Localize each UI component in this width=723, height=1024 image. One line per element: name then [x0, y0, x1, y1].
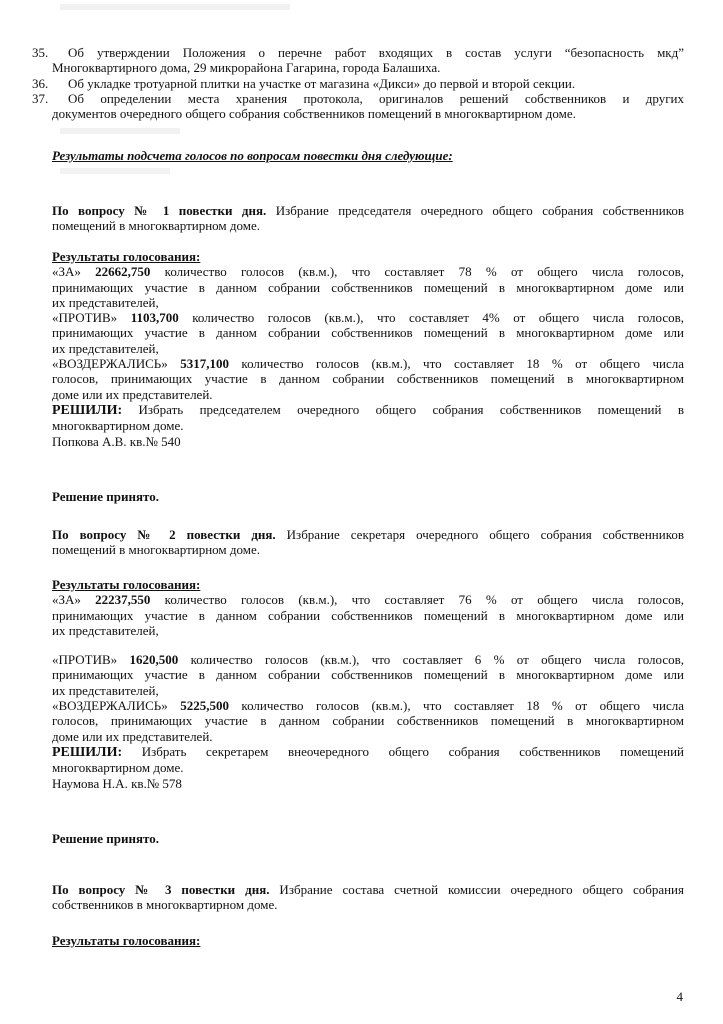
agenda-item-36: [32, 75, 684, 91]
agenda-item-number: 35.: [32, 45, 49, 60]
vote-for-text: количество голосов (кв.м.), что составляет 76 % от общего числа голосов,: [150, 592, 684, 608]
question-1-text: Избрание председателя очередного общего собрания собственников: [266, 203, 684, 218]
decision-line: [52, 744, 684, 760]
vote-against-line-3: их представителей,: [52, 340, 159, 356]
vote-against-line: [52, 310, 684, 325]
vote-abstain-line-2: голосов, принимающих участие в данном собрании собственников помещений в многоквартирном: [52, 713, 684, 729]
vote-against-text: количество голосов (кв.м.), что составляет 6 % от общего числа голосов,: [178, 652, 684, 668]
question-1-text-cont: помещений в многоквартирном доме.: [52, 218, 261, 234]
agenda-item-line: Многоквартирного дома, 29 микрорайона Гагарина, города Балашиха.: [52, 60, 441, 76]
results-heading-block: [52, 148, 684, 163]
vote-abstain-label: «ВОЗДЕРЖАЛИСЬ»: [52, 356, 168, 372]
agenda-item-number: 36.: [32, 75, 49, 91]
question-3-text-cont: собственников в многоквартирном доме.: [52, 897, 278, 913]
vote-against-line-3: их представителей,: [52, 682, 159, 698]
vote-against-label: «ПРОТИВ»: [52, 652, 118, 668]
vote-abstain-value: 5225,500: [180, 698, 229, 714]
question-2-title: [52, 527, 684, 542]
decision-line: [52, 402, 684, 418]
vote-for-label: «ЗА»: [52, 264, 81, 280]
vote-against-value: 1620,500: [129, 652, 179, 668]
question-3-title: [52, 882, 684, 897]
decision-line-2: многоквартирном доме.: [52, 760, 184, 776]
elected-person: Попкова А.В. кв.№ 540: [52, 433, 181, 449]
results-label: Результаты голосования:: [52, 577, 201, 592]
vote-abstain-line-2: голосов, принимающих участие в данном собрании собственников помещений в многоквартирном: [52, 371, 684, 387]
decision-text: Избрать секретарем внеочередного общего собрания собственников помещений: [122, 743, 684, 759]
vote-for-value: 22237,550: [95, 592, 151, 608]
vote-for-text: количество голосов (кв.м.), что составляет 78 % от общего числа голосов,: [150, 264, 684, 280]
question-2-text-cont: помещений в многоквартирном доме.: [52, 542, 261, 558]
vote-against-value: 1103,700: [130, 310, 179, 326]
vote-abstain-label: «ВОЗДЕРЖАЛИСЬ»: [52, 698, 168, 714]
vote-for-line-2: принимающих участие в данном собрании собственников помещений в многоквартирном доме или: [52, 607, 684, 623]
agenda-item-line: Об определении места хранения протокола, оригиналов решений собственников и других: [68, 90, 684, 106]
question-1-accepted: [52, 489, 684, 504]
vote-abstain-line-3: доме или их представителей.: [52, 728, 213, 744]
question-2-results: [52, 577, 684, 791]
question-3-block: [52, 882, 684, 913]
vote-abstain-line: [52, 698, 684, 713]
question-1-results: [52, 249, 684, 449]
question-2-block: [52, 527, 684, 558]
agenda-item-line: Об утверждении Положения о перечне работ входящих в состав услуги “безопасность мкд”: [68, 45, 684, 60]
agenda-item-number: 37.: [32, 90, 49, 106]
decision-accepted: Решение принято.: [52, 831, 159, 846]
results-label: Результаты голосования:: [52, 933, 201, 948]
agenda-item-35: [32, 45, 684, 76]
agenda-item-line: Об укладке тротуарной плитки на участке от магазина «Дикси» до первой и второй секции.: [68, 75, 576, 91]
vote-abstain-value: 5317,100: [180, 356, 229, 372]
vote-abstain-text: количество голосов (кв.м.), что составляет 18 % от общего числа: [228, 356, 684, 372]
decision-line-2: многоквартирном доме.: [52, 418, 184, 434]
vote-abstain-line: [52, 356, 684, 371]
vote-for-value: 22662,750: [95, 264, 151, 280]
vote-for-line: [52, 592, 684, 607]
vote-for-line-2: принимающих участие в данном собрании собственников помещений в многоквартирном доме или: [52, 279, 684, 295]
vote-against-line: [52, 652, 684, 667]
agenda-item-line: документов очередного общего собрания собственников помещений в многоквартирном доме.: [52, 106, 576, 122]
vote-against-line-2: принимающих участие в данном собрании собственников помещений в многоквартирном доме или: [52, 667, 684, 683]
vote-against-line-2: принимающих участие в данном собрании собственников помещений в многоквартирном доме или: [52, 325, 684, 341]
question-3-results: [52, 933, 684, 948]
vote-for-line: [52, 264, 684, 279]
question-1-title: [52, 203, 684, 218]
question-3-text: Избрание состава счетной комиссии очередного общего собрания: [269, 882, 684, 897]
decision-text: Избрать председателем очередного общего собрания собственников помещений в: [122, 401, 684, 417]
vote-for-line-3: их представителей,: [52, 294, 159, 310]
vote-for-line-3: их представителей,: [52, 622, 159, 638]
page-number: 4: [676, 989, 683, 1004]
decision-label: РЕШИЛИ:: [52, 744, 123, 760]
agenda-list: [32, 45, 684, 122]
results-label: Результаты голосования:: [52, 249, 201, 264]
vote-abstain-line-3: доме или их представителей.: [52, 386, 213, 402]
decision-label: РЕШИЛИ:: [52, 402, 123, 418]
question-2-text: Избрание секретаря очередного общего собрания собственников: [275, 527, 684, 542]
bleed-through-mark: [60, 4, 290, 10]
elected-person: Наумова Н.А. кв.№ 578: [52, 775, 182, 791]
bleed-through-mark: [60, 168, 170, 174]
question-1-lead: По вопросу № 1 повестки дня.: [52, 203, 267, 218]
question-1-block: [52, 203, 684, 234]
question-2-lead: По вопросу № 2 повестки дня.: [52, 527, 276, 542]
decision-accepted: Решение принято.: [52, 489, 159, 504]
results-heading: Результаты подсчета голосов по вопросам повестки дня следующие:: [52, 148, 453, 163]
vote-against-label: «ПРОТИВ»: [52, 310, 118, 326]
vote-against-text: количество голосов (кв.м.), что составляет 4% от общего числа голосов,: [178, 310, 685, 326]
bleed-through-mark: [60, 128, 180, 134]
vote-abstain-text: количество голосов (кв.м.), что составляет 18 % от общего числа: [228, 698, 684, 714]
question-3-lead: По вопросу № 3 повестки дня.: [52, 882, 270, 897]
vote-for-label: «ЗА»: [52, 592, 81, 608]
question-2-accepted: [52, 831, 684, 846]
agenda-item-37: [32, 90, 684, 122]
